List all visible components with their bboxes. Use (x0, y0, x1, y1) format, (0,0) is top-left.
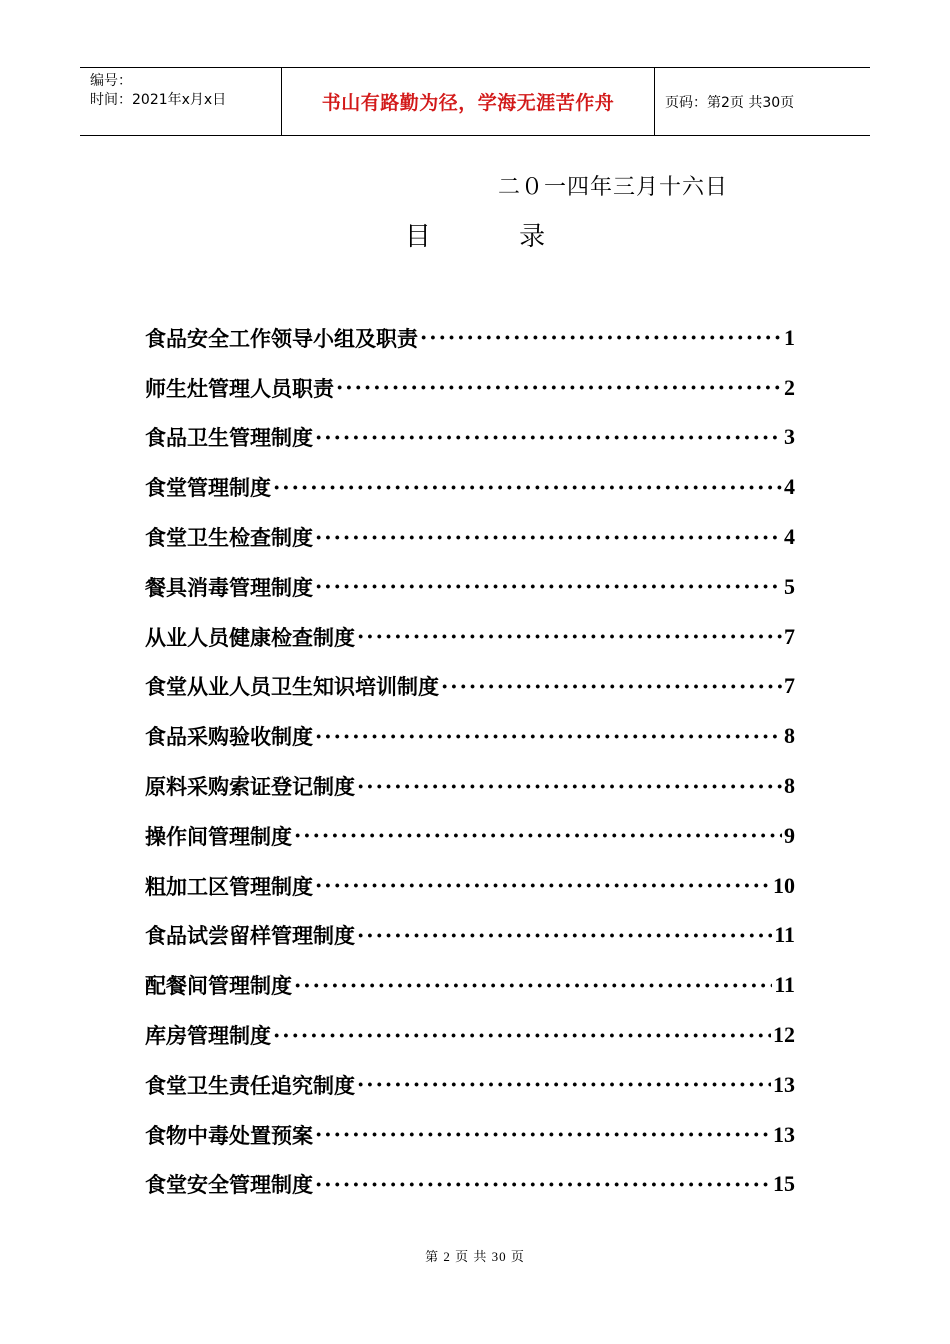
toc-leader-dots (315, 724, 782, 749)
toc-item-page: 11 (774, 972, 795, 998)
toc-item-label: 食堂从业人员卫生知识培训制度 (145, 675, 439, 700)
toc-item[interactable] (145, 512, 795, 562)
toc-item-label: 原料采购索证登记制度 (145, 775, 355, 800)
toc-item[interactable] (145, 1010, 795, 1060)
toc-title-char-2: 录 (519, 222, 546, 252)
toc-item[interactable] (145, 662, 795, 712)
toc-item-page: 2 (784, 374, 795, 400)
toc-leader-dots (357, 774, 782, 799)
toc-title (0, 216, 950, 253)
toc-leader-dots (273, 475, 782, 500)
toc-item-page: 12 (773, 1022, 795, 1048)
toc-item[interactable] (145, 612, 795, 662)
toc-leader-dots (315, 525, 782, 550)
toc-leader-dots (357, 624, 782, 649)
toc-leader-dots (357, 1072, 771, 1097)
toc-item-label: 从业人员健康检查制度 (145, 625, 355, 650)
toc-leader-dots (315, 1122, 771, 1147)
toc-item-page: 7 (784, 673, 795, 699)
toc-item-label: 食品试尝留样管理制度 (145, 924, 355, 949)
code-label: 编号： (90, 73, 132, 89)
toc-item[interactable] (145, 911, 795, 961)
toc-item-page: 11 (774, 922, 795, 948)
toc-item-label: 库房管理制度 (145, 1024, 271, 1049)
toc-leader-dots (273, 1023, 771, 1048)
toc-leader-dots (294, 973, 772, 998)
toc-leader-dots (441, 674, 782, 699)
toc-leader-dots (315, 1172, 771, 1197)
toc-item[interactable] (145, 1060, 795, 1110)
toc-item-label: 餐具消毒管理制度 (145, 575, 313, 600)
toc-leader-dots (357, 923, 772, 948)
toc-item-label: 师生灶管理人员职责 (145, 376, 334, 401)
toc-item-label: 食堂管理制度 (145, 476, 271, 501)
page-header (80, 67, 870, 136)
toc-leader-dots (315, 574, 782, 599)
header-meta (80, 68, 282, 135)
toc-item[interactable] (145, 313, 795, 363)
toc-item-page: 8 (784, 723, 795, 749)
toc-item-page: 13 (773, 1071, 795, 1097)
toc-item[interactable] (145, 1160, 795, 1210)
toc-leader-dots (336, 375, 782, 400)
toc-item[interactable] (145, 363, 795, 413)
toc-leader-dots (294, 823, 782, 848)
toc-item-page: 13 (773, 1121, 795, 1147)
toc-item[interactable] (145, 1110, 795, 1160)
time-label: 时间：2021年x月x日 (90, 92, 227, 108)
toc-item[interactable] (145, 811, 795, 861)
toc-item-label: 食品安全工作领导小组及职责 (145, 326, 418, 351)
toc-item[interactable] (145, 462, 795, 512)
toc-item[interactable] (145, 861, 795, 911)
toc-title-char-1: 目 (404, 222, 431, 252)
toc-item-label: 操作间管理制度 (145, 824, 292, 849)
toc-item-page: 1 (784, 324, 795, 350)
toc-item-label: 粗加工区管理制度 (145, 874, 313, 899)
toc-leader-dots (420, 325, 782, 350)
toc-item-page: 4 (784, 474, 795, 500)
table-of-contents (145, 313, 795, 1209)
document-date: 二０一四年三月十六日 (498, 175, 729, 200)
toc-item-page: 3 (784, 424, 795, 450)
toc-item-label: 食堂卫生检查制度 (145, 526, 313, 551)
toc-item-page: 10 (773, 872, 795, 898)
toc-item-label: 食堂安全管理制度 (145, 1173, 313, 1198)
toc-item-label: 食堂卫生责任追究制度 (145, 1073, 355, 1098)
page-footer: 第 2 页 共 30 页 (425, 1249, 525, 1264)
toc-item-label: 食品采购验收制度 (145, 725, 313, 750)
toc-item[interactable] (145, 761, 795, 811)
toc-item-label: 食物中毒处置预案 (145, 1123, 313, 1148)
toc-item[interactable] (145, 711, 795, 761)
toc-item[interactable] (145, 562, 795, 612)
toc-item-page: 7 (784, 623, 795, 649)
toc-item-page: 9 (784, 822, 795, 848)
toc-item-page: 5 (784, 573, 795, 599)
toc-item[interactable] (145, 413, 795, 463)
toc-leader-dots (315, 873, 771, 898)
toc-leader-dots (315, 425, 782, 450)
header-page-info: 页码：第2页 共30页 (665, 94, 795, 111)
header-motto: 书山有路勤为径，学海无涯苦作舟 (282, 68, 655, 135)
toc-item-page: 15 (773, 1171, 795, 1197)
toc-item[interactable] (145, 960, 795, 1010)
toc-item-label: 食品卫生管理制度 (145, 426, 313, 451)
toc-item-page: 4 (784, 524, 795, 550)
toc-item-label: 配餐间管理制度 (145, 974, 292, 999)
toc-item-page: 8 (784, 773, 795, 799)
